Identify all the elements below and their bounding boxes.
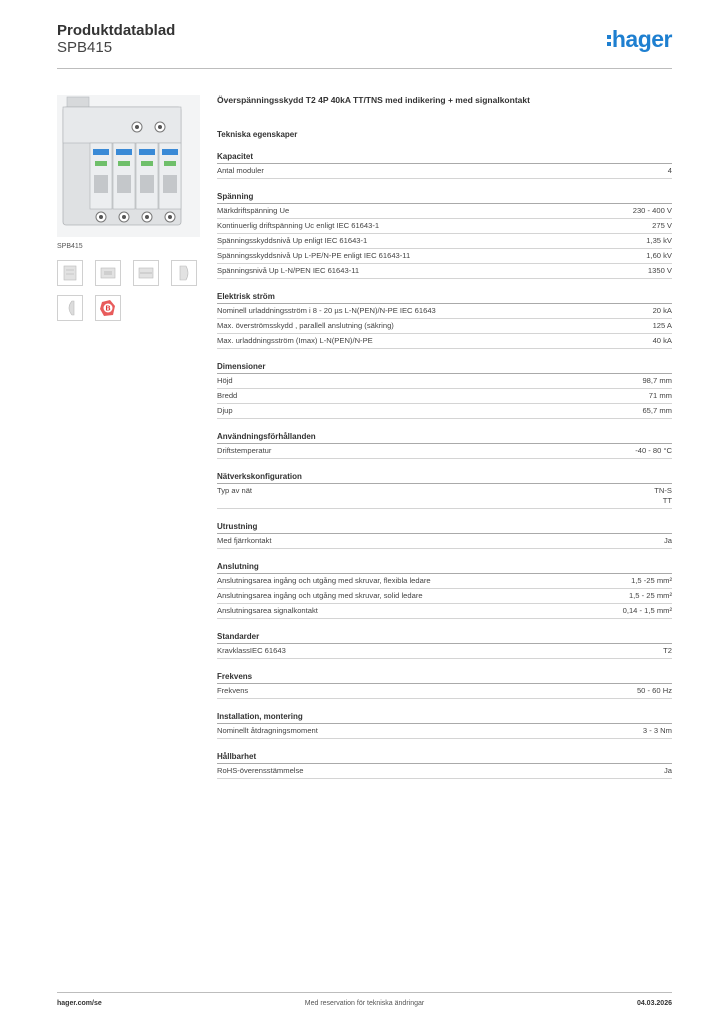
- spec-row: [217, 604, 672, 619]
- svg-text:B: B: [105, 305, 111, 313]
- spec-row: [217, 304, 672, 319]
- product-name: Överspänningsskydd T2 4P 40kA TT/TNS med indikering + med signalkontakt: [217, 95, 530, 105]
- spec-label: Med fjärrkontakt: [217, 536, 272, 545]
- product-image: [57, 95, 200, 237]
- page-header: [57, 20, 672, 69]
- spec-row: [217, 204, 672, 219]
- spec-value: T2: [663, 646, 672, 655]
- thumbnail-angle-icon[interactable]: [57, 295, 83, 321]
- spec-value: 125 A: [652, 321, 672, 330]
- spec-value: Ja: [663, 766, 672, 775]
- spec-row: [217, 574, 672, 589]
- spec-group-title: Utrustning: [217, 522, 672, 534]
- thumbnail-top-icon[interactable]: [133, 260, 159, 286]
- hager-logo: [607, 26, 672, 53]
- spec-value: TN-S TT: [654, 486, 672, 505]
- spec-value: 50 - 60 Hz: [636, 686, 672, 695]
- product-code: SPB415: [57, 39, 113, 56]
- spec-row: [217, 644, 672, 659]
- spec-group: [217, 432, 672, 459]
- spec-label: RoHS-överensstämmelse: [217, 766, 304, 775]
- thumbnail-side-icon[interactable]: [95, 260, 121, 286]
- spec-row: [217, 219, 672, 234]
- spec-label: Djup: [217, 406, 233, 415]
- spec-label: Anslutningsarea ingång och utgång med skruvar, solid ledare: [217, 591, 423, 600]
- spec-group-title: Standarder: [217, 632, 672, 644]
- spec-group: [217, 362, 672, 419]
- spec-label: Höjd: [217, 376, 233, 385]
- spec-label: Spänningsskyddsnivå Up enligt IEC 61643-1: [217, 236, 368, 245]
- spec-value: 1,35 kV: [646, 236, 672, 245]
- spec-group: [217, 632, 672, 659]
- spec-group-title: Dimensioner: [217, 362, 672, 374]
- spec-group: [217, 522, 672, 549]
- spec-value: 3 - 3 Nm: [642, 726, 672, 735]
- spec-row: [217, 589, 672, 604]
- spec-groups: [217, 152, 672, 779]
- spec-row: [217, 249, 672, 264]
- spec-group: [217, 152, 672, 179]
- spec-group-title: Installation, montering: [217, 712, 672, 724]
- spec-group-title: Användningsförhållanden: [217, 432, 672, 444]
- spec-row: [217, 534, 672, 549]
- spec-group: [217, 752, 672, 779]
- spec-value: 40 kA: [652, 336, 672, 345]
- document-title: Produktdatablad: [57, 22, 176, 39]
- spec-value: 1,60 kV: [646, 251, 672, 260]
- spec-row: [217, 684, 672, 699]
- spec-row: [217, 764, 672, 779]
- spec-label: Nominell urladdningsström i 8 - 20 µs L-N(PEN)/N-PE IEC 61643: [217, 306, 436, 315]
- thumbnail-front-icon[interactable]: [57, 260, 83, 286]
- spec-row: [217, 164, 672, 179]
- spec-value: -40 - 80 °C: [635, 446, 672, 455]
- spec-row: [217, 264, 672, 279]
- spec-value: 1,5 - 25 mm²: [628, 591, 672, 600]
- thumbnail-gallery: [57, 260, 207, 321]
- spec-value: 71 mm: [648, 391, 672, 400]
- spec-group-title: Kapacitet: [217, 152, 672, 164]
- spec-group: [217, 292, 672, 349]
- spec-label: Max. urladdningsström (Imax) L-N(PEN)/N-PE: [217, 336, 373, 345]
- spec-group-title: Anslutning: [217, 562, 672, 574]
- spec-label: Antal moduler: [217, 166, 264, 175]
- logo-dots-icon: [607, 32, 611, 49]
- thumbnail-profile-icon[interactable]: [171, 260, 197, 286]
- spec-label: Driftstemperatur: [217, 446, 272, 455]
- spec-label: Typ av nät: [217, 486, 253, 495]
- spec-label: Kontinuerlig driftspänning Uc enligt IEC 61643-1: [217, 221, 380, 230]
- spec-value: 1,5 -25 mm²: [631, 576, 672, 585]
- spec-row: [217, 724, 672, 739]
- spec-group: [217, 672, 672, 699]
- properties-heading: Tekniska egenskaper: [217, 130, 298, 139]
- spec-row: [217, 389, 672, 404]
- spec-value: 98,7 mm: [642, 376, 672, 385]
- page-footer: [57, 992, 672, 1007]
- footer-disclaimer: Med reservation för tekniska ändringar: [304, 1000, 425, 1007]
- spec-label: Anslutningsarea ingång och utgång med skruvar, flexibla ledare: [217, 576, 431, 585]
- image-caption: SPB415: [57, 243, 83, 250]
- spec-group-title: Frekvens: [217, 672, 672, 684]
- logo-text: hager: [611, 26, 672, 52]
- spec-row: [217, 444, 672, 459]
- spec-row: [217, 404, 672, 419]
- footer-date: 04.03.2026: [636, 1000, 672, 1007]
- spec-group: [217, 562, 672, 619]
- spec-group-title: Hållbarhet: [217, 752, 672, 764]
- spec-value: 65,7 mm: [642, 406, 672, 415]
- spec-label: Anslutningsarea signalkontakt: [217, 606, 318, 615]
- spec-value: 1350 V: [647, 266, 672, 275]
- spec-row: [217, 319, 672, 334]
- spec-value: 0,14 - 1,5 mm²: [622, 606, 672, 615]
- spec-label: Spänningsskyddsnivå Up L-PE/N-PE enligt IEC 61643-11: [217, 251, 411, 260]
- spec-row: [217, 484, 672, 509]
- surge-protector-image: [57, 95, 200, 237]
- spec-group-title: Spänning: [217, 192, 672, 204]
- spec-value: Ja: [663, 536, 672, 545]
- spec-group: [217, 472, 672, 509]
- spec-label: Nominellt åtdragningsmoment: [217, 726, 318, 735]
- spec-label: Bredd: [217, 391, 238, 400]
- spec-label: KravklassIEC 61643: [217, 646, 286, 655]
- spec-value: 275 V: [652, 221, 672, 230]
- spec-row: [217, 334, 672, 349]
- spec-group-title: Nätverkskonfiguration: [217, 472, 672, 484]
- footer-website-link[interactable]: hager.com/se: [57, 1000, 102, 1007]
- spec-group: [217, 192, 672, 279]
- spec-label: Max. överströmsskydd , parallell anslutning (säkring): [217, 321, 394, 330]
- spec-group-title: Elektrisk ström: [217, 292, 672, 304]
- spec-row: [217, 234, 672, 249]
- product-media: [57, 95, 200, 321]
- spec-label: Märkdriftspänning Ue: [217, 206, 290, 215]
- thumbnail-pdf-document-icon[interactable]: [95, 295, 121, 321]
- spec-value: 4: [667, 166, 672, 175]
- spec-value: 230 - 400 V: [632, 206, 672, 215]
- spec-label: Frekvens: [217, 686, 249, 695]
- spec-group: [217, 712, 672, 739]
- spec-value: 20 kA: [652, 306, 672, 315]
- spec-label: Spänningsnivå Up L-N/PEN IEC 61643-11: [217, 266, 360, 275]
- product-specifications: [217, 95, 672, 779]
- spec-row: [217, 374, 672, 389]
